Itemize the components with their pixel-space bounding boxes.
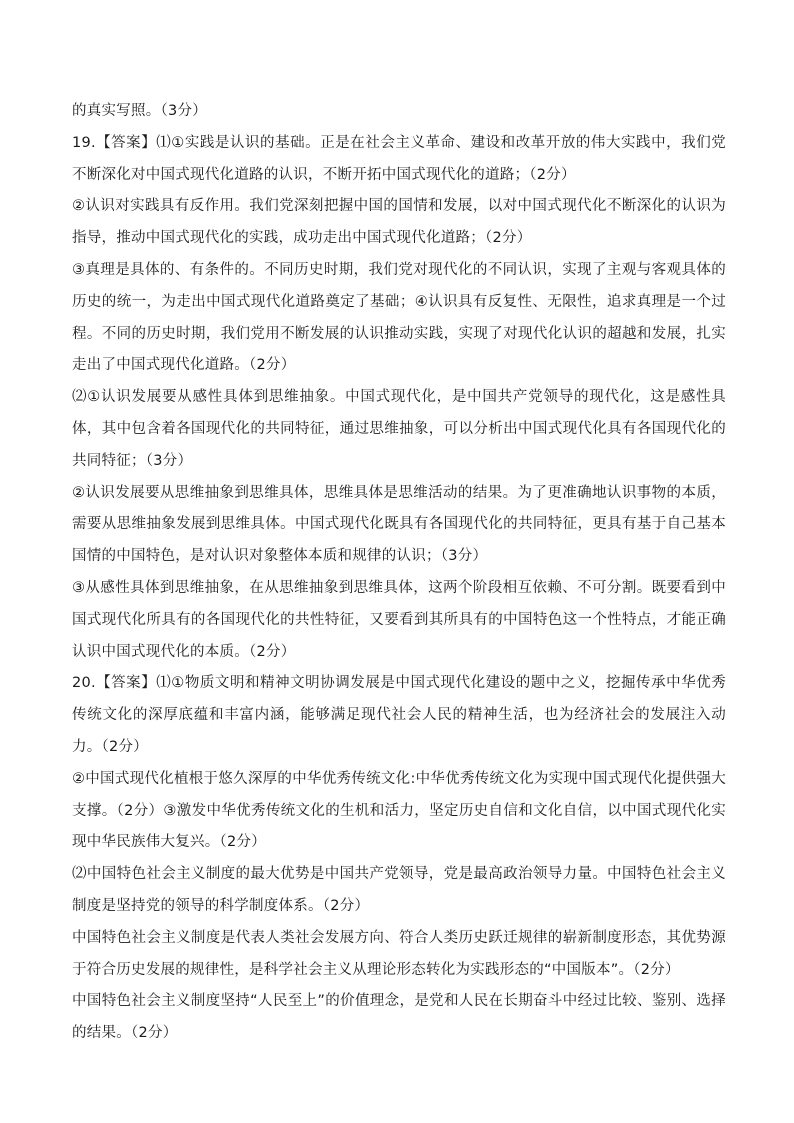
answer-20-part2-point3: 中国特色社会主义制度坚持“人民至上”的价值理念，是党和人民在长期奋斗中经过比较、鉴别、选择的结果。（2分） [72, 993, 726, 1042]
answer-20-part2-point2: 中国特色社会主义制度是代表人类社会发展方向、符合人类历史跃迁规律的崭新制度形态，其优势源于符合历史发展的规律性，是科学社会主义从理论形态转化为实践形态的“中国版本”。（2分） [72, 929, 726, 978]
answer-20-part1-point1: 20.【答案】⑴①物质文明和精神文明协调发展是中国式现代化建设的题中之义，挖掘传承中华优秀传统文化的深厚底蕴和丰富内涵，能够满足现代社会人民的精神生活，也为经济社会的发展注入动力。（2分） [72, 675, 726, 755]
answer-19-part2-point3: ③从感性具体到思维抽象，在从思维抽象到思维具体，这两个阶段相互依赖、不可分割。既要看到中国式现代化所具有的各国现代化的共性特征，又要看到其所具有的中国特色这一个性特点，才能正确认识中国式现代化的本质。（2分） [72, 579, 726, 660]
answer-19-part1-point2: ②认识对实践具有反作用。我们党深刻把握中国的国情和发展，以对中国式现代化不断深化的认识为指导，推动中国式现代化的实践，成功走出中国式现代化道路；（2分） [72, 198, 726, 247]
answer-19-part2-point1: ⑵①认识发展要从感性具体到思维抽象。中国式现代化，是中国共产党领导的现代化，这是感性具体，其中包含着各国现代化的共同特征，通过思维抽象，可以分析出中国式现代化具有各国现代化的共同特征；（3分） [72, 389, 726, 469]
answer-19-part1-point1: 19.【答案】⑴①实践是认识的基础。正是在社会主义革命、建设和改革开放的伟大实践中，我们党不断深化对中国式现代化道路的认识，不断开拓中国式现代化的道路；（2分） [72, 134, 726, 183]
answer-19-part1-point3-4: ③真理是具体的、有条件的。不同历史时期，我们党对现代化的不同认识，实现了主观与客观具体的历史的统一，为走出中国式现代化道路奠定了基础；④认识具有反复性、无限性，追求真理是一个过程。不同的历史时期，我们党用不断发展的认识推动实践，实现了对现代化认识的超越和发展，扎实走出了中国式现代化道路。（2分） [72, 261, 726, 374]
answer-paragraph-continuation: 的真实写照。（3分） [72, 103, 207, 119]
answer-20-part2-point1: ⑵中国特色社会主义制度的最大优势是中国共产党领导，党是最高政治领导力量。中国特色社会主义制度是坚持党的领导的科学制度体系。（2分） [72, 866, 726, 914]
answer-19-part2-point2: ②认识发展要从思维抽象到思维具体，思维具体是思维活动的结果。为了更准确地认识事物的本质，需要从思维抽象发展到思维具体。中国式现代化既具有各国现代化的共同特征，更具有基于自己基本国情的中国特色，是对认识对象整体本质和规律的认识；（3分） [72, 484, 726, 565]
answer-page [72, 96, 726, 1050]
answer-20-part1-point2-3: ②中国式现代化植根于悠久深厚的中华优秀传统文化:中华优秀传统文化为实现中国式现代化提供强大支撑。（2分）③激发中华优秀传统文化的生机和活力，坚定历史自信和文化自信，以中国式现代化实现中华民族伟大复兴。（2分） [72, 770, 726, 851]
